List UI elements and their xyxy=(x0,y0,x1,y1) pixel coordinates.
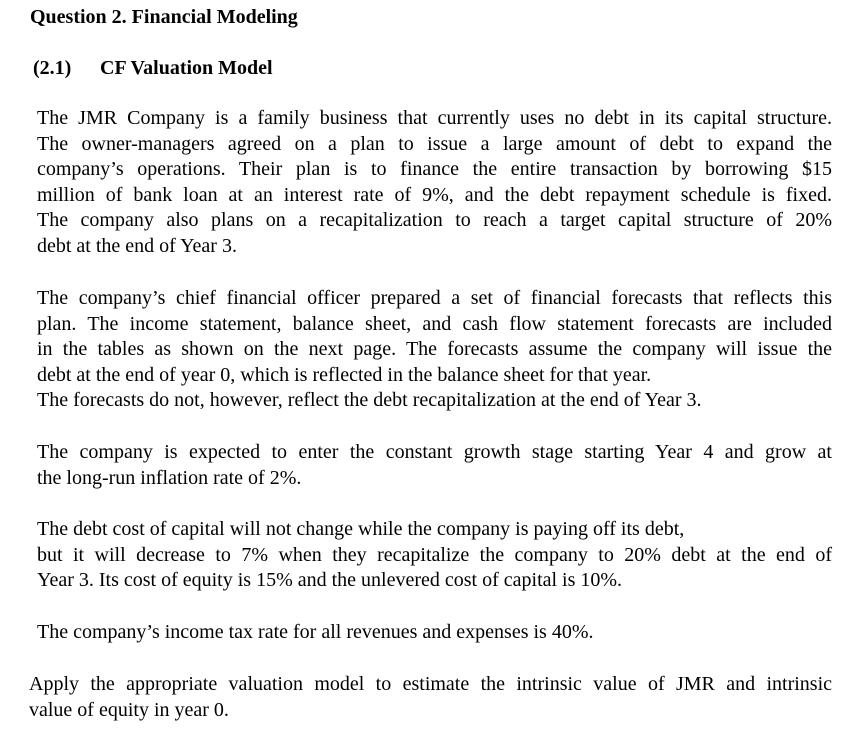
text-line: The company’s chief financial officer prepared a set of financial forecasts that reflects this xyxy=(37,287,832,309)
text-line: Year 3. Its cost of equity is 15% and the unlevered cost of capital is 10%. xyxy=(37,569,623,592)
paragraph-task-instruction xyxy=(29,672,832,723)
section-heading xyxy=(33,55,273,81)
text-line: in the tables as shown on the next page. The forecasts assume the company will issue the xyxy=(37,338,832,361)
text-line: The company also plans on a recapitalization to reach a target capital structure of 20% xyxy=(37,209,832,232)
question-title: Question 2. Financial Modeling xyxy=(30,6,298,28)
text-line: The company is expected to enter the constant growth stage starting Year 4 and grow at xyxy=(37,441,832,463)
text-line: debt at the end of year 0, which is reflected in the balance sheet for that year. xyxy=(37,363,652,386)
text-line: Apply the appropriate valuation model to estimate the intrinsic value of JMR and intrinsic xyxy=(29,673,832,695)
text-line: The owner-managers agreed on a plan to issue a large amount of debt to expand the xyxy=(37,132,832,155)
text-line: The company’s income tax rate for all revenues and expenses is 40%. xyxy=(37,621,594,643)
section-title: CF Valuation Model xyxy=(100,57,273,79)
text-line: debt at the end of Year 3. xyxy=(37,234,237,257)
paragraph-tax-rate xyxy=(37,620,832,646)
text-line: but it will decrease to 7% when they recapitalize the company to 20% debt at the end of xyxy=(37,543,832,566)
paragraph-cfo-forecasts xyxy=(37,286,832,414)
paragraph-growth xyxy=(37,440,832,491)
text-line: plan. The income statement, balance sheet, and cash flow statement forecasts are included xyxy=(37,312,832,335)
paragraph-cost-of-capital xyxy=(37,517,832,594)
text-line: million of bank loan at an interest rate of 9%, and the debt repayment schedule is fixed. xyxy=(37,183,832,206)
text-line: The debt cost of capital will not change while the company is paying off its debt, xyxy=(37,518,685,540)
text-line: the long-run inflation rate of 2%. xyxy=(37,466,302,489)
text-line: The JMR Company is a family business that currently uses no debt in its capital structure. xyxy=(37,107,832,129)
text-line: The forecasts do not, however, reflect the debt recapitalization at the end of Year 3. xyxy=(37,389,702,412)
text-line: value of equity in year 0. xyxy=(29,698,229,721)
text-line: company’s operations. Their plan is to finance the entire transaction by borrowing $15 xyxy=(37,158,832,181)
paragraph-company-background xyxy=(37,106,832,260)
section-number: (2.1) xyxy=(33,57,72,79)
